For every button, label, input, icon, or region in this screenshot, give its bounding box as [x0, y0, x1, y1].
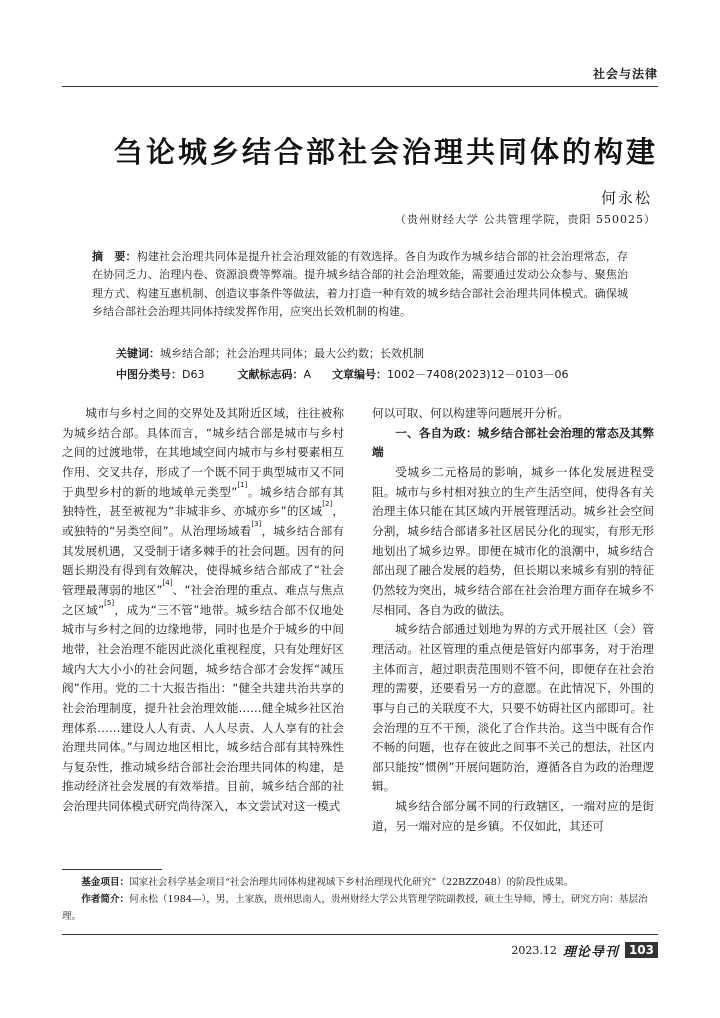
section-heading: 一、各自为政：城乡结合部社会治理的常态及其弊端	[372, 425, 654, 460]
author-name: 何永松	[600, 189, 652, 207]
citation-ref: [1]	[237, 480, 248, 489]
footnotes	[62, 874, 658, 925]
article-value: 1002－7408(2023)12－0103－06	[387, 368, 569, 381]
keywords-line	[116, 345, 424, 361]
body-paragraph: 城乡结合部分属不同的行政辖区，一端对应的是街道，另一端对应的是乡镇。不仅如此，其还可	[372, 799, 654, 833]
body-paragraph: 城乡结合部通过划地为界的方式开展社区（会）管理活动。社区管理的重点便是管好内部事务，对于治理主体而言，超过职责范围则不管不问，即便存在社会治理的需要，还要看另一方的意愿。在此情况下，外围的事与自己的关联度不大，只要不妨碍社区内部即可。社会治理的互不干预，淡化了合作共治。这当中既有合作不畅的问题，也存在彼此之间事不关己的想法，社区内部只能按“惯例”开展问题防治，遵循各自为政的治理逻辑。	[372, 622, 654, 794]
article-title: 刍论城乡结合部社会治理共同体的构建	[113, 135, 658, 169]
footer-rule	[62, 934, 658, 935]
body-paragraph: 受城乡二元格局的影响，城乡一体化发展进程受阻。城市与乡村相对独立的生产生活空间，使得各有关治理主体只能在其区域内开展管理活动。城乡社会空间分割，城乡结合部诸多社区居民分化的现实，有形无形地划出了城乡边界。即便在城市化的浪潮中，城乡结合部出现了融合发展的趋势，但长期以来城乡有别的特征仍然较为突出，城乡结合部在社会治理方面存在城乡不尽相同、各自为政的做法。	[372, 464, 654, 617]
clc-value: D63	[182, 368, 205, 381]
column-header: 社会与法律	[592, 67, 658, 81]
clc-label: 中图分类号：	[116, 368, 182, 381]
footnote-rule	[62, 869, 162, 870]
abstract-text: 构建社会治理共同体是提升社会治理效能的有效选择。各自为政作为城乡结合部的社会治理常态，存在协同乏力、治理内卷、资源浪费等弊端。提升城乡结合部的社会治理效能，需要通过发动公众参与、聚焦治理方式、构建互惠机制、创造议事条件等做法，着力打造一种有效的城乡结合部社会治理共同体模式。确保城乡结合部社会治理共同体持续发挥作用，应突出长效机制的构建。	[92, 250, 629, 319]
doc-label: 文献标志码：	[237, 368, 304, 381]
abstract	[92, 248, 628, 322]
author-affiliation: （贵州财经大学 公共管理学院，贵阳 550025）	[395, 213, 656, 226]
header-rule	[62, 86, 658, 87]
doc-value: A	[303, 368, 311, 381]
fund-note: 基金项目：国家社会科学基金项目“社会治理共同体构建视域下乡村治理现代化研究”（22BZZ048）的阶段性成果。	[81, 877, 574, 888]
issue-date: 2023.12	[511, 943, 557, 957]
citation-ref: [2]	[322, 500, 333, 509]
body-paragraph: 何以可取、何以构建等问题展开分析。	[372, 406, 570, 420]
author-note: 作者简介：何永松（1984—），男，土家族，贵州思南人，贵州财经大学公共管理学院副教授，硕士生导师，博士，研究方向：基层治理。	[62, 894, 648, 922]
body-left-column	[62, 404, 344, 817]
abstract-label: 摘 要：	[92, 250, 137, 263]
classification-line	[116, 366, 569, 382]
page-number: 103	[625, 942, 658, 958]
keywords-text: 城乡结合部；社会治理共同体；最大公约数；长效机制	[160, 347, 424, 360]
journal-name: 理论导刊	[562, 944, 619, 960]
citation-ref: [4]	[162, 578, 173, 587]
body-paragraph: 城市与乡村之间的交界处及其附近区域，往往被称为城乡结合部。具体而言，“城乡结合部是城市与乡村之间的过渡地带，在其地域空间内城市与乡村要素相互作用、交叉共存，形成了一个既不同于典型城市又不同于典型乡村的新的地域单元类型”[1]。城乡结合部有其独特性，甚至被视为“非城非乡、亦城亦乡”的区域[2]，或独特的“另类空间”。从治理场域看[3]，城乡结合部有其发展机遇，又受制于诸多棘手的社会问题。因有的问题长期没有得到有效解决，使得城乡结合部成了“社会管理最薄弱的地区”[4]、“社会治理的重点、难点与焦点之区域”[5]，成为“三不管”地带。城乡结合部不仅地处城市与乡村之间的边缘地带，同时也是介于城乡的中间地带，社会治理不能因此淡化重视程度，只有处理好区域内大大小小的社会问题，城乡结合部才会发挥“减压阀”作用。党的二十大报告指出：“健全共建共治共享的社会治理制度，提升社会治理效能……健全城乡社区治理体系……建设人人有责、人人尽责、人人享有的社会治理共同体。”与周边地区相比，城乡结合部有其特殊性与复杂性，推动城乡结合部社会治理共同体的构建，是推动经济社会发展的有效举措。目前，城乡结合部的社会治理共同体模式研究尚待深入，本文尝试对这一模式	[62, 406, 344, 814]
keywords-label: 关键词：	[116, 347, 160, 360]
page-footer	[511, 941, 658, 959]
article-label: 文章编号：	[332, 368, 387, 381]
body-right-column	[372, 404, 654, 836]
citation-ref: [5]	[104, 598, 115, 607]
citation-ref: [3]	[251, 519, 262, 528]
